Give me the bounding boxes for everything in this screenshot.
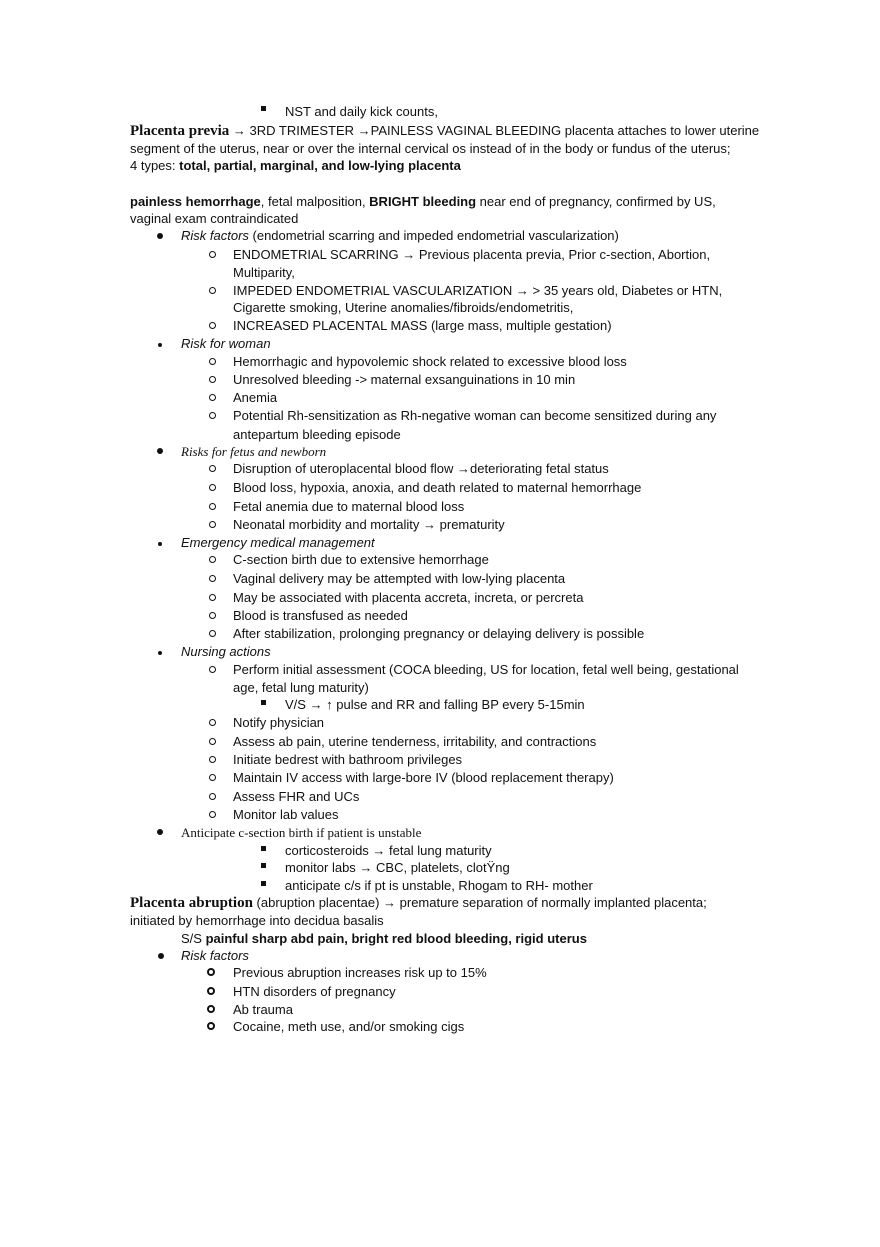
list-item: After stabilization, prolonging pregnancy or delaying delivery is possible <box>233 626 645 641</box>
circle-bullet-icon <box>209 811 216 818</box>
list-label: Nursing actions <box>181 644 271 659</box>
square-bullet-icon <box>261 106 266 111</box>
bullet-icon <box>158 542 162 546</box>
summary-bold: painless hemorrhage <box>130 194 261 209</box>
circle-bullet-icon <box>209 322 216 329</box>
circle-bullet-icon <box>209 376 216 383</box>
square-bullet-icon <box>261 700 266 705</box>
list-item <box>181 443 326 460</box>
list-item: IMPEDED ENDOMETRIAL VASCULARIZATION → > 35 years old, Diabetes or HTN, <box>233 283 723 298</box>
list-item: C-section birth due to extensive hemorrhage <box>233 552 489 567</box>
list-item: Anticipate c-section birth if patient is unstable <box>181 825 422 840</box>
paragraph-line: segment of the uterus, near or over the internal cervical os instead of in the body or fundus of the uterus; <box>130 141 731 156</box>
types-bold: total, partial, marginal, and low-lying placenta <box>179 158 461 173</box>
circle-bullet-icon <box>209 412 216 419</box>
list-item <box>181 227 619 244</box>
paragraph-line <box>130 157 461 174</box>
circle-bullet-icon <box>209 251 216 258</box>
list-item: Cocaine, meth use, and/or smoking cigs <box>233 1019 465 1034</box>
heading-rest: (abruption placentae) → premature separation of normally implanted placenta; <box>252 895 707 910</box>
heading-rest: 3RD TRIMESTER →PAINLESS VAGINAL BLEEDING placenta attaches to lower uterine <box>249 123 760 138</box>
circle-bullet-icon <box>209 774 216 781</box>
square-bullet-icon <box>261 881 266 886</box>
section-title: Placenta abruption <box>130 895 253 911</box>
list-label: Risk for woman <box>181 336 271 351</box>
arrow-text: → <box>229 123 250 138</box>
list-item: Neonatal morbidity and mortality → prematurity <box>233 517 505 532</box>
circle-bullet-icon <box>209 666 216 673</box>
circle-bullet-icon <box>207 987 215 995</box>
circle-bullet-icon <box>209 287 216 294</box>
circle-bullet-icon <box>207 968 215 976</box>
circle-bullet-icon <box>207 1005 215 1013</box>
list-item-cont: Multiparity, <box>233 265 295 280</box>
list-label: Risks for fetus and newborn <box>181 444 327 459</box>
list-item: HTN disorders of pregnancy <box>233 984 396 999</box>
list-item: May be associated with placenta accreta, increta, or percreta <box>233 590 584 605</box>
circle-bullet-icon <box>209 756 216 763</box>
summary-bold: BRIGHT bleeding <box>369 194 477 209</box>
list-item: ENDOMETRIAL SCARRING → Previous placenta previa, Prior c-section, Abortion, <box>233 247 711 262</box>
list-item: Ab trauma <box>233 1002 293 1017</box>
list-item: Perform initial assessment (COCA bleeding, US for location, fetal well being, gestational <box>233 662 739 677</box>
list-item: Blood is transfused as needed <box>233 608 408 623</box>
summary-line: vaginal exam contraindicated <box>130 211 299 226</box>
list-item: Notify physician <box>233 715 325 730</box>
list-label: Risk factors <box>181 948 249 963</box>
bullet-icon <box>157 233 163 239</box>
circle-bullet-icon <box>209 484 216 491</box>
list-item-cont: Cigarette smoking, Uterine anomalies/fibroids/endometritis, <box>233 300 574 315</box>
section-title: Placenta previa <box>130 123 230 139</box>
bullet-icon <box>158 343 162 347</box>
list-item: Maintain IV access with large-bore IV (blood replacement therapy) <box>233 770 614 785</box>
list-item: Fetal anemia due to maternal blood loss <box>233 499 465 514</box>
bullet-icon <box>158 953 164 959</box>
summary-text: , fetal malposition, <box>260 194 370 209</box>
circle-bullet-icon <box>209 612 216 619</box>
summary-text: near end of pregnancy, confirmed by US, <box>476 194 716 209</box>
circle-bullet-icon <box>209 465 216 472</box>
circle-bullet-icon <box>209 594 216 601</box>
paragraph-line: initiated by hemorrhage into decidua basalis <box>130 913 384 928</box>
list-item: Hemorrhagic and hypovolemic shock related to excessive blood loss <box>233 354 627 369</box>
circle-bullet-icon <box>209 521 216 528</box>
ss-bold: painful sharp abd pain, bright red blood bleeding, rigid uterus <box>205 931 587 946</box>
list-item: Initiate bedrest with bathroom privileges <box>233 752 463 767</box>
list-item: Monitor lab values <box>233 807 339 822</box>
circle-bullet-icon <box>209 503 216 510</box>
circle-bullet-icon <box>209 719 216 726</box>
circle-bullet-icon <box>209 575 216 582</box>
list-item: INCREASED PLACENTAL MASS (large mass, multiple gestation) <box>233 318 612 333</box>
list-item <box>181 534 375 551</box>
bullet-icon <box>157 829 163 835</box>
types-prefix: 4 types: <box>130 158 180 173</box>
paragraph-line <box>181 930 587 947</box>
abruption-heading-line <box>130 894 707 912</box>
bullet-icon <box>157 448 163 454</box>
list-item-cont: antepartum bleeding episode <box>233 427 401 442</box>
circle-bullet-icon <box>209 358 216 365</box>
square-bullet-icon <box>261 863 266 868</box>
previa-heading-line <box>130 122 759 140</box>
circle-bullet-icon <box>209 556 216 563</box>
list-item: Assess FHR and UCs <box>233 789 360 804</box>
list-item: Vaginal delivery may be attempted with low-lying placenta <box>233 571 566 586</box>
list-item: anticipate c/s if pt is unstable, Rhogam to RH- mother <box>285 878 593 893</box>
circle-bullet-icon <box>209 738 216 745</box>
list-item <box>181 947 249 964</box>
summary-line <box>130 193 716 210</box>
list-item <box>181 335 271 352</box>
list-item: corticosteroids → fetal lung maturity <box>285 843 492 858</box>
list-label: Risk factors <box>181 228 249 243</box>
list-label: Emergency medical management <box>181 535 375 550</box>
circle-bullet-icon <box>207 1022 215 1030</box>
list-item: NST and daily kick counts, <box>285 104 438 119</box>
list-item: Disruption of uteroplacental blood flow →deteriorating fetal status <box>233 461 609 476</box>
circle-bullet-icon <box>209 394 216 401</box>
list-item: Potential Rh-sensitization as Rh-negative woman can become sensitized during any <box>233 408 717 423</box>
list-item: Unresolved bleeding -> maternal exsanguinations in 10 min <box>233 372 576 387</box>
list-item: monitor labs → CBC, platelets, clotŸng <box>285 860 510 875</box>
circle-bullet-icon <box>209 793 216 800</box>
bullet-icon <box>158 651 162 655</box>
ss-prefix: S/S <box>181 931 206 946</box>
list-item: Previous abruption increases risk up to 15% <box>233 965 487 980</box>
square-bullet-icon <box>261 846 266 851</box>
list-item: Assess ab pain, uterine tenderness, irritability, and contractions <box>233 734 597 749</box>
list-item: Blood loss, hypoxia, anoxia, and death related to maternal hemorrhage <box>233 480 642 495</box>
list-item-cont: age, fetal lung maturity) <box>233 680 369 695</box>
list-item <box>181 643 271 660</box>
circle-bullet-icon <box>209 630 216 637</box>
list-note: (endometrial scarring and impeded endometrial vascularization) <box>248 228 619 243</box>
list-item: Anemia <box>233 390 278 405</box>
list-item: V/S → ↑ pulse and RR and falling BP every 5-15min <box>285 697 585 712</box>
